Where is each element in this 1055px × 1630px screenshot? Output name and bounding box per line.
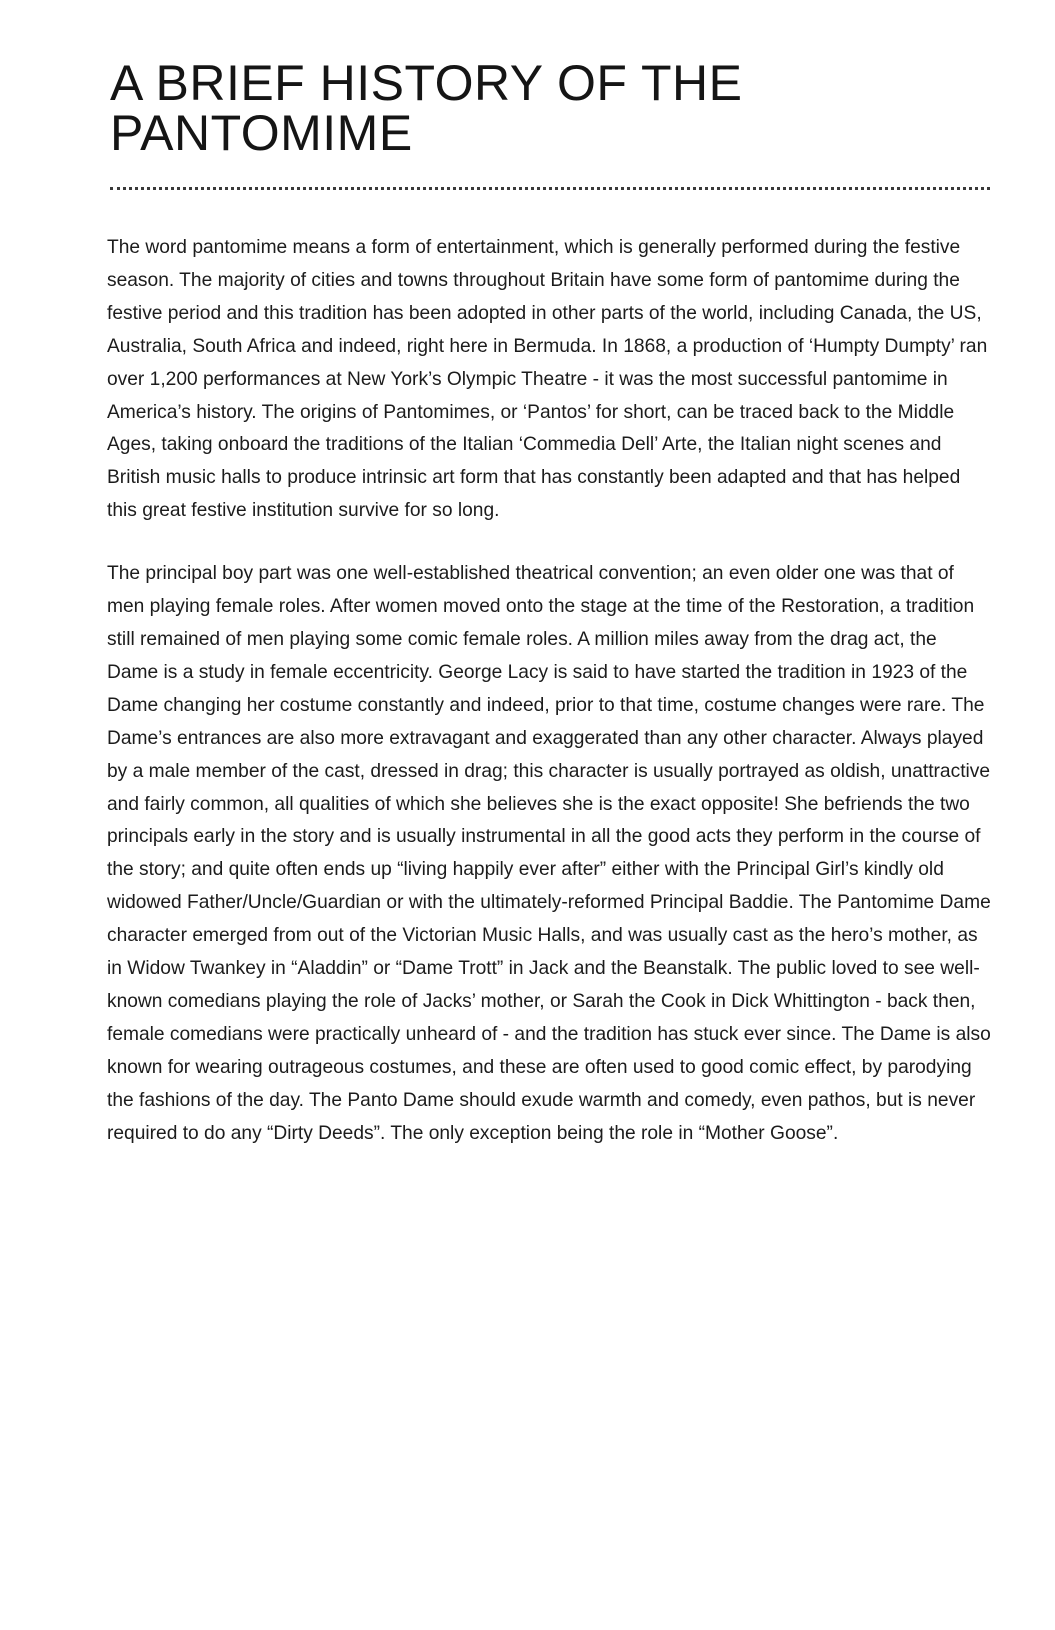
- dotted-divider: [110, 187, 990, 190]
- paragraph-history: The word pantomime means a form of entertainment, which is generally performed during the festive season. The majority of cities and towns throughout Britain have some form of pantomime during the festive period and this tradition has been adopted in other parts of the world, including Canada, the US, Australia, South Africa and indeed, right here in Bermuda. In 1868, a production of ‘Humpty Dumpty’ ran over 1,200 performances at New York’s Olympic Theatre - it was the most successful pantomime in America’s history. The origins of Pantomimes, or ‘Pantos’ for short, can be traced back to the Middle Ages, taking onboard the traditions of the Italian ‘Commedia Dell’ Arte, the Italian night scenes and British music halls to produce intrinsic art form that has constantly been adapted and that has helped this great festive institution survive for so long.: [107, 237, 988, 522]
- page-title-line-2: PANTOMIME: [110, 105, 413, 161]
- paragraph-dame: The principal boy part was one well-established theatrical convention; an even older one was that of men playing female roles. After women moved onto the stage at the time of the Restoration, a tradition still remained of men playing some comic female roles. A million miles away from the drag act, the Dame is a study in female eccentricity. George Lacy is said to have started the tradition in 1923 of the Dame changing her costume constantly and indeed, prior to that time, costume changes were rare. The Dame’s entrances are also more extravagant and exaggerated than any other character. Always played by a male member of the cast, dressed in drag; this character is usually portrayed as oldish, unattractive and fairly common, all qualities of which she believes she is the exact opposite! She befriends the two principals early in the story and is usually instrumental in all the good acts they perform in the course of the story; and quite often ends up “living happily ever after” either with the Principal Girl’s kindly old widowed Father/Uncle/Guardian or with the ultimately-reformed Principal Baddie. The Pantomime Dame character emerged from out of the Victorian Music Halls, and was usually cast as the hero’s mother, as in Widow Twankey in “Aladdin” or “Dame Trott” in Jack and the Beanstalk. The public loved to see well-known comedians playing the role of Jacks’ mother, or Sarah the Cook in Dick Whittington - back then, female comedians were practically unheard of - and the tradition has stuck ever since. The Dame is also known for wearing outrageous costumes, and these are often used to good comic effect, by parodying the fashions of the day. The Panto Dame should exude warmth and comedy, even pathos, but is never required to do any “Dirty Deeds”. The only exception being the role in “Mother Goose”.: [107, 563, 991, 1144]
- article-body: [107, 232, 992, 1150]
- page-title: [110, 55, 990, 161]
- page-title-line-1: A BRIEF HISTORY OF THE: [110, 55, 743, 111]
